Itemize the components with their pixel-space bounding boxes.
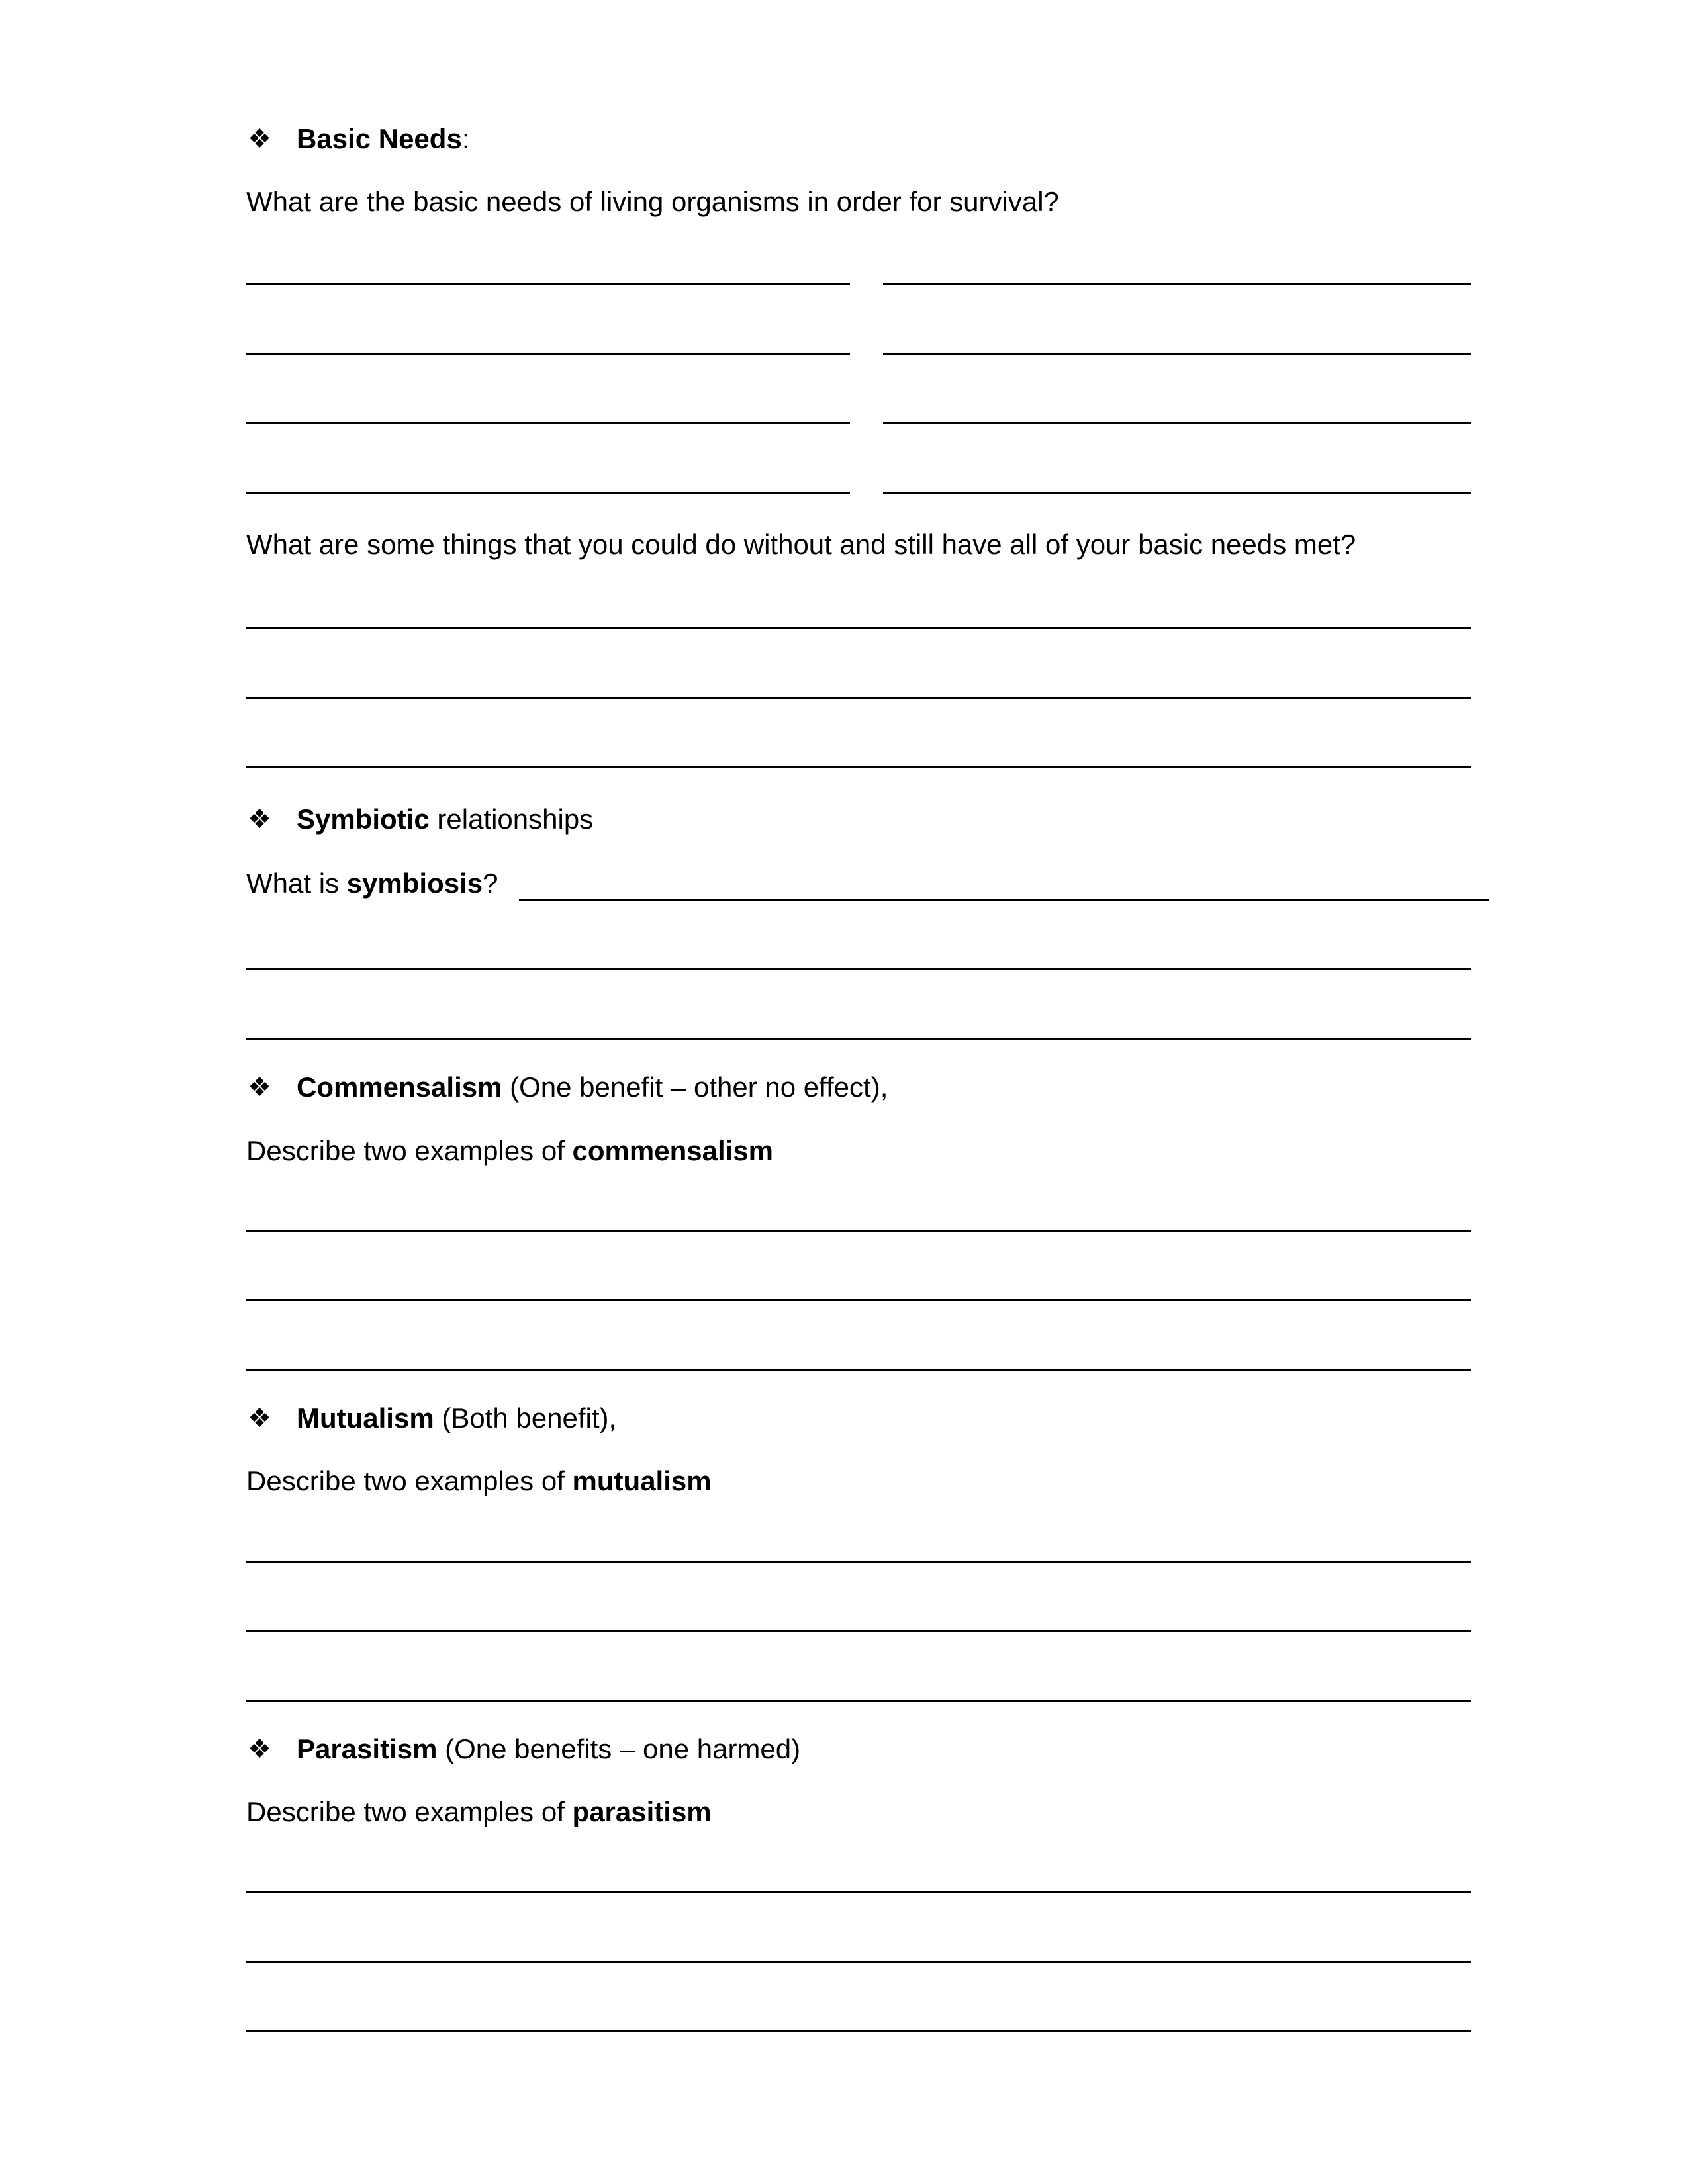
answer-line[interactable] (246, 697, 1471, 699)
answer-line[interactable] (246, 422, 850, 424)
mutualism-heading: Mutualism (Both benefit), (297, 1402, 617, 1433)
answer-line[interactable] (246, 283, 850, 285)
answer-line[interactable] (519, 899, 1489, 901)
answer-line[interactable] (246, 353, 850, 355)
basic-needs-question: What are the basic needs of living organisms in order for survival? (246, 186, 1059, 217)
do-without-question: What are some things that you could do without and still have all of your basic needs met? (246, 529, 1356, 560)
bullet-icon: ❖ (248, 1072, 271, 1103)
answer-line[interactable] (246, 2030, 1471, 2032)
answer-line[interactable] (246, 1700, 1471, 1702)
answer-line[interactable] (246, 766, 1471, 768)
parasitism-prompt: Describe two examples of parasitism (246, 1796, 712, 1827)
bullet-icon: ❖ (248, 1734, 271, 1764)
commensalism-prompt: Describe two examples of commensalism (246, 1135, 774, 1166)
answer-line[interactable] (883, 353, 1471, 355)
answer-line[interactable] (246, 1038, 1471, 1040)
bullet-icon: ❖ (248, 1403, 271, 1433)
symbiotic-heading: Symbiotic relationships (297, 803, 594, 835)
answer-line[interactable] (246, 492, 850, 494)
answer-line[interactable] (246, 1961, 1471, 1963)
basic-needs-heading: Basic Needs: (297, 123, 470, 154)
bullet-icon: ❖ (248, 124, 271, 154)
answer-line[interactable] (246, 968, 1471, 970)
symbiosis-question: What is symbiosis? (246, 868, 498, 899)
answer-line[interactable] (246, 1299, 1471, 1301)
answer-line[interactable] (246, 1561, 1471, 1563)
answer-line[interactable] (246, 627, 1471, 629)
parasitism-heading: Parasitism (One benefits – one harmed) (297, 1733, 801, 1764)
answer-line[interactable] (883, 422, 1471, 424)
answer-line[interactable] (246, 1230, 1471, 1232)
answer-line[interactable] (246, 1891, 1471, 1893)
answer-line[interactable] (246, 1630, 1471, 1632)
mutualism-prompt: Describe two examples of mutualism (246, 1465, 712, 1496)
commensalism-heading: Commensalism (One benefit – other no effect), (297, 1071, 888, 1103)
answer-line[interactable] (883, 283, 1471, 285)
answer-line[interactable] (883, 492, 1471, 494)
bullet-icon: ❖ (248, 804, 271, 835)
answer-line[interactable] (246, 1369, 1471, 1371)
